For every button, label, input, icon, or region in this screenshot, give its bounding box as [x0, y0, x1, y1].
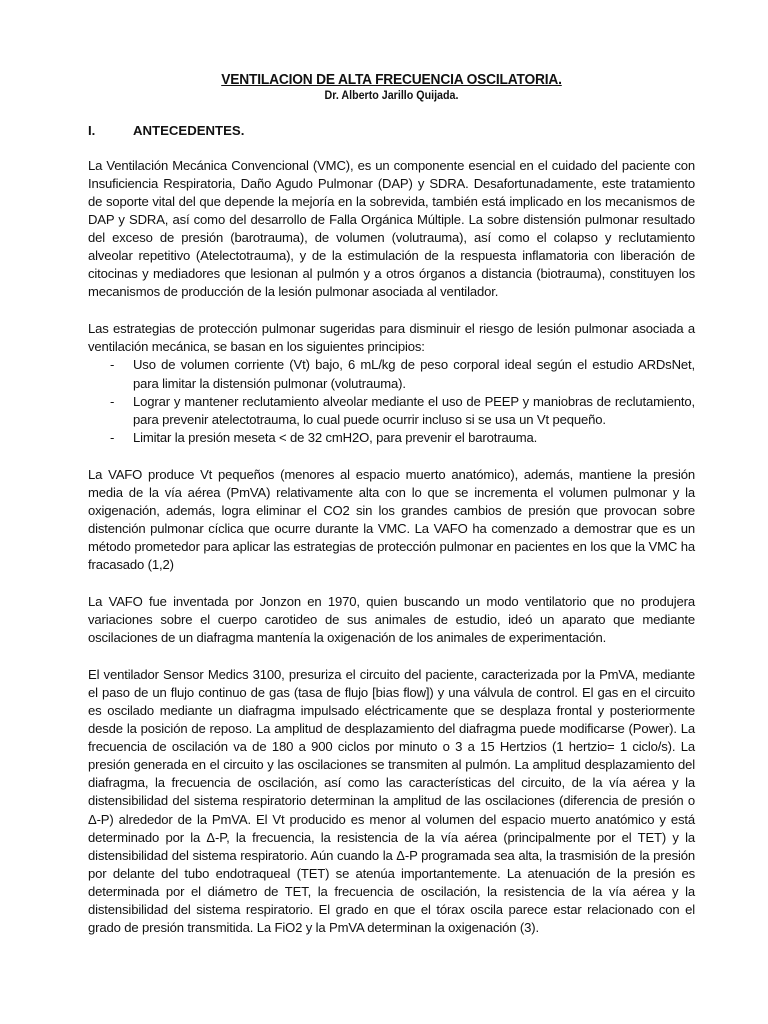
document-author: Dr. Alberto Jarillo Quijada. — [324, 90, 459, 102]
paragraph-protection-strategies: Las estrategias de protección pulmonar sugeridas para disminuir el riesgo de lesión pulmonar asociada a ventilación mecánica, se basan en los siguientes principios: — [88, 321, 695, 355]
list-item — [88, 429, 695, 447]
section-title: ANTECEDENTES. — [133, 123, 245, 138]
paragraph-vafo-benefits: La VAFO produce Vt pequeños (menores al espacio muerto anatómico), además, mantiene la presión media de la vía aérea (PmVA) relativamente alta con lo que se incrementa el volumen pulmonar y la oxigenación, además, logra eliminar el CO2 sin los grandes cambios de presión que provocan sobre distención pulmonar cíclica que ocurre durante la VMC. La VAFO ha comenzado a demostrar que es un método prometedor para aplicar las estrategias de protección pulmonar en pacientes en los que la VMC ha fracasado (1,2) — [88, 466, 695, 572]
principles-list — [88, 356, 695, 446]
bullet-dash: - — [110, 429, 115, 445]
list-item — [88, 393, 695, 429]
paragraph-vmc-intro: La Ventilación Mecánica Convencional (VMC), es un componente esencial en el cuidado del paciente con Insuficiencia Respiratoria, Daño Agudo Pulmonar (DAP) y SDRA. Desafortunadamente, este tratamiento de soporte vital del que depende la mejoría en la sobrevida, también está implicado en los mecanismos de DAP y SDRA, así como del desarrollo de Falla Orgánica Múltiple. La sobre distensión pulmonar resultado del exceso de presión (barotrauma), de volumen (volutrauma), así como el colapso y reclutamiento alveolar repetitivo (Atelectotrauma), y de la estimulación de la respuesta inflamatoria con liberación de citocinas y mediadores que lesionan al pulmón y a otros órganos a distancia (biotrauma), constituyen los mecanismos de producción de la lesión pulmonar asociada al ventilador. — [88, 158, 695, 300]
paragraph-sensor-medics: El ventilador Sensor Medics 3100, presuriza el circuito del paciente, caracterizada por la PmVA, mediante el paso de un flujo continuo de gas (tasa de flujo [bias flow]) y una válvula de control. El gas en el circuito es oscilado mediante un diafragma impulsado eléctricamente que se desplaza frontal y posteriormente desde la posición de reposo. La amplitud de desplazamiento del diafragma puede modificarse (Power). La frecuencia de oscilación va de 180 a 900 ciclos por minuto o 3 a 15 Hertzios (1 hertzio= 1 ciclo/s). La presión generada en el circuito y las oscilaciones se transmiten al pulmón. La amplitud desplazamiento del diafragma, la frecuencia de oscilación, así como las características del circuito, de la vía aérea y la distensibilidad del sistema respiratorio determinan la amplitud de las oscilaciones (diferencia de presión o Δ-P) alrededor de la PmVA. El Vt producido es menor al volumen del espacio muerto anatómico y está determinado por la Δ-P, la frecuencia, la resistencia de la vía aérea (principalmente por el TET) y la distensibilidad del sistema respiratorio. Aún cuando la Δ-P programada sea alta, la trasmisión de la presión por delante del tubo endotraqueal (TET) se atenúa importantemente. La atenuación de la presión es determinada por el diámetro de TET, la frecuencia de oscilación, la resistencia de la vía aérea y la distensibilidad del sistema respiratorio. El grado en que el tórax oscila parece estar relacionado con el grado de presión transmitida. La FiO2 y la PmVA determinan la oxigenación (3). — [88, 667, 695, 935]
bullet-dash: - — [110, 357, 115, 373]
paragraph-vafo-history: La VAFO fue inventada por Jonzon en 1970, quien buscando un modo ventilatorio que no produjera variaciones sobre el cuerpo carotideo de sus animales de estudio, ideó un aparato que mediante oscilaciones de un diafragma mantenía la oxigenación de los animales de experimentación. — [88, 593, 695, 646]
section-number: I. — [88, 123, 96, 138]
list-item-text: Uso de volumen corriente (Vt) bajo, 6 mL/kg de peso corporal ideal según el estudio ARDsNet, para limitar la distensión pulmonar (volutrauma). — [133, 357, 695, 391]
document-title: VENTILACION DE ALTA FRECUENCIA OSCILATORIA. — [221, 72, 562, 88]
list-item — [88, 356, 695, 392]
section-heading — [88, 123, 695, 138]
list-item-text: Limitar la presión meseta < de 32 cmH2O, para prevenir el barotrauma. — [133, 429, 538, 445]
list-item-text: Lograr y mantener reclutamiento alveolar mediante el uso de PEEP y maniobras de reclutamiento, para prevenir atelectotrauma, lo cual puede ocurrir incluso si se usa un Vt pequeño. — [133, 393, 695, 427]
bullet-dash: - — [110, 393, 115, 409]
